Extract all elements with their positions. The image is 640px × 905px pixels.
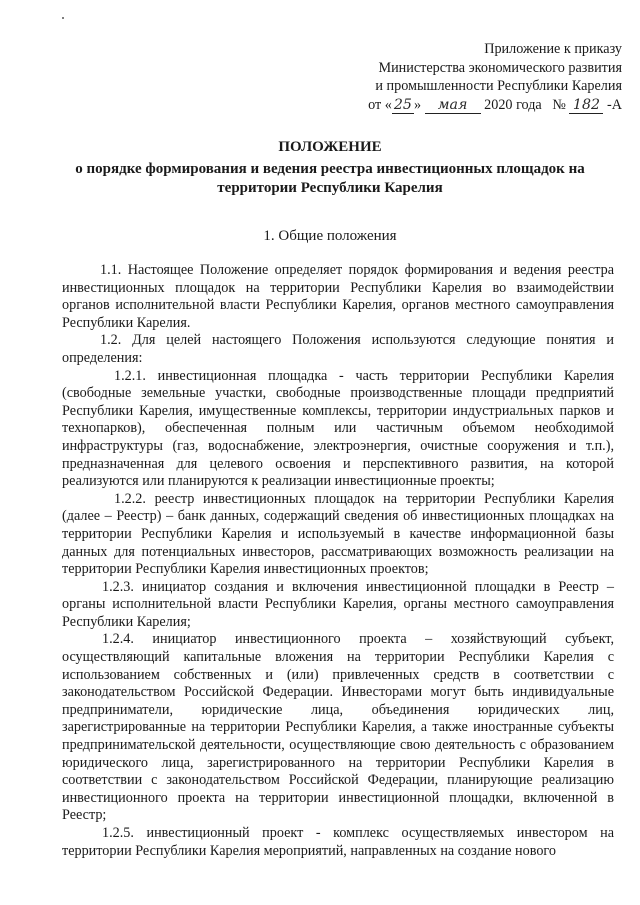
document-subtitle-line-2: территории Республики Карелия bbox=[217, 180, 443, 196]
handwritten-day: 25 bbox=[393, 96, 412, 113]
document-body bbox=[62, 262, 614, 860]
number-sign: № bbox=[552, 96, 566, 113]
order-number-suffix: -А bbox=[607, 96, 622, 113]
handwritten-order-number: 182 bbox=[569, 98, 603, 114]
date-year: 2020 года bbox=[484, 96, 542, 113]
paragraph-1-1: 1.1. Настоящее Положение определяет порядок формирования и ведения реестра инвестиционных площадок на территории Республики Карелия во взаимодействии органов исполнительной власти Республики Карелия, органов местного самоуправления Республики Карелия. bbox=[62, 262, 614, 331]
paragraph-1-2: 1.2. Для целей настоящего Положения используются следующие понятия и определения: bbox=[62, 332, 614, 366]
document-title: ПОЛОЖЕНИЕ bbox=[278, 139, 382, 155]
appendix-date-line bbox=[332, 96, 622, 115]
paragraph-1-2-1: 1.2.1. инвестиционная площадка - часть территории Республики Карелия (свободные земельные участки, свободные производственные площади предприятий Республики Карелия, имущественные комплексы, территории индустриальных парков и технопарков), обеспеченная полным или частичным объемом необходимой инфраструктуры (газ, водоснабжение, электроэнергия, очистные сооружения и т.п.), предназначенная для целевого освоения и перспективного развития, на которой реализуются или планируются к реализации инвестиционные проекты; bbox=[62, 367, 614, 490]
date-quote-close: » bbox=[413, 96, 422, 113]
document-subtitle-line-1: о порядке формирования и ведения реестра инвестиционных площадок на bbox=[75, 161, 585, 177]
appendix-block bbox=[332, 40, 622, 114]
section-heading: 1. Общие положения bbox=[263, 228, 397, 244]
paragraph-1-2-2: 1.2.2. реестр инвестиционных площадок на территории Республики Карелия (далее – Реестр) – банк данных, содержащий сведения об инвестиционных площадках на территории Республики Карелия и используемый в качестве информационной базы данных для потенциальных инвесторов, рассматривающих возможность реализации на территории Республики Карелия инвестиционных проектов; bbox=[62, 490, 614, 578]
paragraph-1-2-5: 1.2.5. инвестиционный проект - комплекс осуществляемых инвестором на территории Республики Карелия мероприятий, направленных на создание нового bbox=[62, 825, 614, 859]
appendix-line-2: Министерства экономического развития bbox=[378, 59, 622, 76]
scan-speck bbox=[62, 17, 64, 19]
appendix-line-3: и промышленности Республики Карелия bbox=[375, 78, 622, 94]
paragraph-1-2-4: 1.2.4. инициатор инвестиционного проекта – хозяйствующий субъект, осуществляющий капитальные вложения на территории Республики Карелия с использованием собственных и (или) привлеченных средств в соответствии с законодательством Российской Федерации. Инвесторами могут быть индивидуальные предприниматели, юридические лица, объединения юридических лиц, зарегистрированные на территории Республики Карелия, а также иностранные субъекты предпринимательской деятельности, осуществляющие свою деятельность с образованием юридического лица, зарегистрированного на территории Республики Карелия в соответствии с законодательством Российской Федерации, планирующие реализацию инвестиционного проекта на территории инвестиционной площадки, включенной в Реестр; bbox=[62, 631, 614, 824]
handwritten-month: мая bbox=[425, 98, 481, 114]
date-prefix: от « bbox=[368, 96, 392, 113]
paragraph-1-2-3: 1.2.3. инициатор создания и включения инвестиционной площадки в Реестр – органы исполнительной власти Республики Карелия, органы местного самоуправления Республики Карелия; bbox=[62, 578, 614, 630]
appendix-line-1: Приложение к приказу bbox=[484, 41, 622, 57]
